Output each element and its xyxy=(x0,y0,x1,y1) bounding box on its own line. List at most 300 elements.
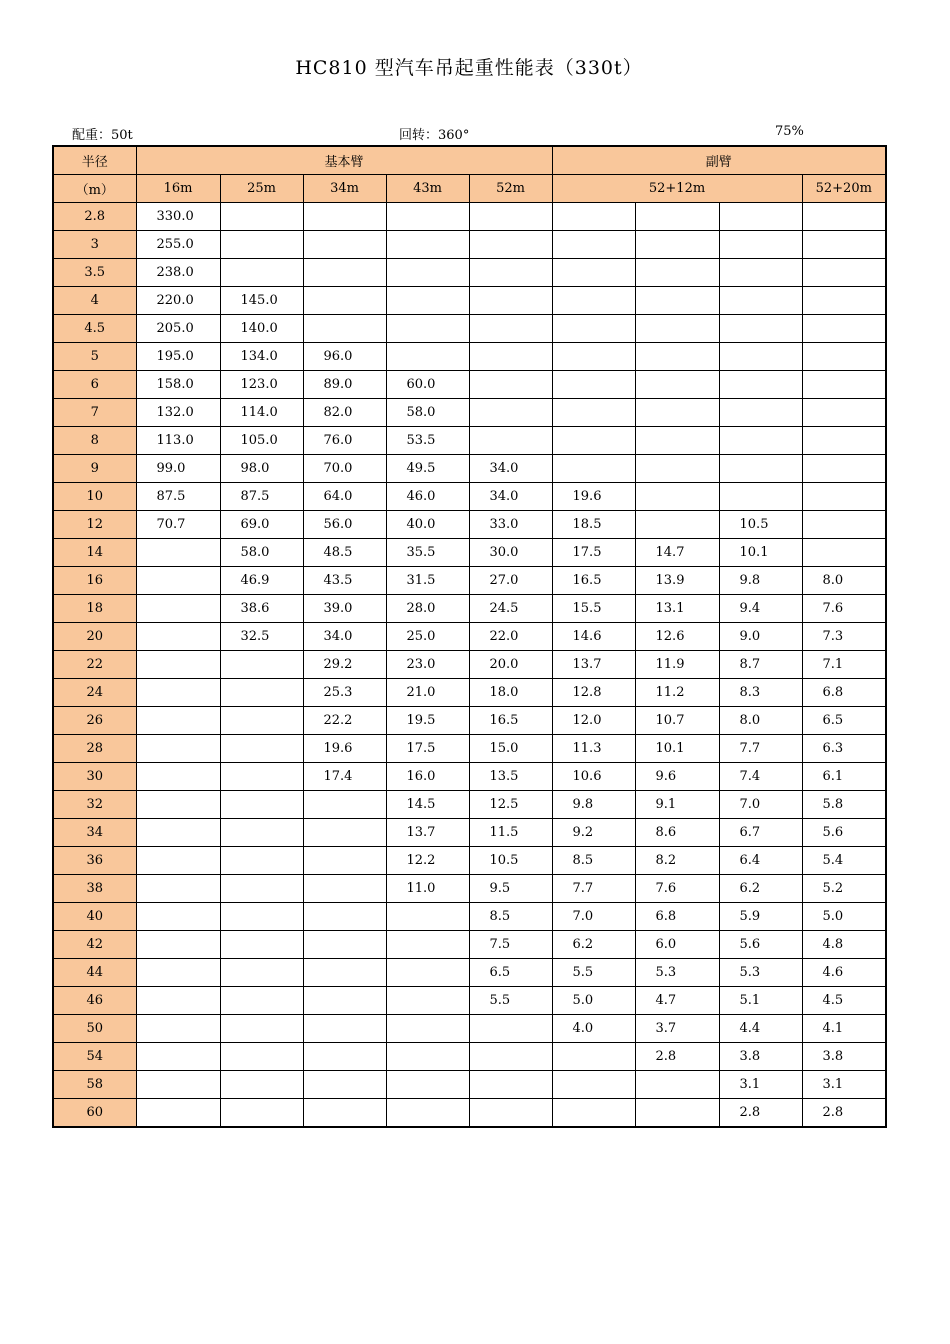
capacity-cell: 24.5 xyxy=(469,595,552,623)
capacity-cell: 7.0 xyxy=(552,903,635,931)
table-row xyxy=(53,707,886,735)
capacity-cell: 5.2 xyxy=(802,875,886,903)
capacity-cell xyxy=(386,259,469,287)
capacity-cell xyxy=(719,203,802,231)
capacity-cell: 6.1 xyxy=(802,763,886,791)
capacity-cell xyxy=(303,231,386,259)
capacity-cell xyxy=(136,1043,220,1071)
capacity-cell: 4.8 xyxy=(802,931,886,959)
capacity-cell xyxy=(469,259,552,287)
capacity-cell: 98.0 xyxy=(220,455,303,483)
capacity-cell: 12.2 xyxy=(386,847,469,875)
table-row xyxy=(53,483,886,511)
capacity-cell xyxy=(136,987,220,1015)
capacity-cell xyxy=(469,399,552,427)
capacity-cell: 4.6 xyxy=(802,959,886,987)
capacity-cell: 87.5 xyxy=(136,483,220,511)
capacity-cell xyxy=(802,427,886,455)
capacity-cell xyxy=(220,875,303,903)
radius-cell: 24 xyxy=(53,679,136,707)
radius-cell: 40 xyxy=(53,903,136,931)
capacity-cell: 20.0 xyxy=(469,651,552,679)
capacity-cell: 32.5 xyxy=(220,623,303,651)
capacity-cell: 64.0 xyxy=(303,483,386,511)
capacity-cell: 40.0 xyxy=(386,511,469,539)
table-row xyxy=(53,231,886,259)
capacity-cell xyxy=(386,343,469,371)
capacity-cell: 5.9 xyxy=(719,903,802,931)
capacity-cell: 48.5 xyxy=(303,539,386,567)
capacity-cell: 17.5 xyxy=(552,539,635,567)
capacity-cell xyxy=(220,1015,303,1043)
table-row xyxy=(53,315,886,343)
capacity-cell xyxy=(802,371,886,399)
capacity-cell xyxy=(136,623,220,651)
capacity-cell xyxy=(635,455,719,483)
table-row xyxy=(53,371,886,399)
capacity-cell: 10.1 xyxy=(719,539,802,567)
radius-cell: 46 xyxy=(53,987,136,1015)
radius-cell: 26 xyxy=(53,707,136,735)
capacity-cell xyxy=(303,791,386,819)
capacity-cell: 114.0 xyxy=(220,399,303,427)
capacity-cell xyxy=(635,399,719,427)
main-boom-header: 基本臂 xyxy=(136,146,552,175)
radius-cell: 12 xyxy=(53,511,136,539)
radius-header: 半径 xyxy=(53,146,136,175)
radius-cell: 22 xyxy=(53,651,136,679)
capacity-cell xyxy=(220,231,303,259)
capacity-cell: 4.7 xyxy=(635,987,719,1015)
capacity-cell: 69.0 xyxy=(220,511,303,539)
capacity-cell: 13.7 xyxy=(386,819,469,847)
capacity-cell xyxy=(386,931,469,959)
capacity-cell: 3.1 xyxy=(802,1071,886,1099)
capacity-cell: 34.0 xyxy=(303,623,386,651)
table-row xyxy=(53,903,886,931)
capacity-cell xyxy=(802,483,886,511)
capacity-cell xyxy=(469,1015,552,1043)
capacity-cell xyxy=(136,707,220,735)
capacity-cell: 34.0 xyxy=(469,483,552,511)
radius-cell: 32 xyxy=(53,791,136,819)
capacity-cell: 10.7 xyxy=(635,707,719,735)
capacity-cell xyxy=(220,847,303,875)
capacity-cell xyxy=(386,287,469,315)
capacity-cell: 123.0 xyxy=(220,371,303,399)
capacity-cell: 220.0 xyxy=(136,287,220,315)
radius-cell: 4.5 xyxy=(53,315,136,343)
capacity-cell: 3.8 xyxy=(802,1043,886,1071)
capacity-cell: 8.2 xyxy=(635,847,719,875)
capacity-cell xyxy=(802,455,886,483)
capacity-cell: 19.6 xyxy=(552,483,635,511)
radius-cell: 58 xyxy=(53,1071,136,1099)
capacity-cell: 6.8 xyxy=(635,903,719,931)
capacity-cell: 6.0 xyxy=(635,931,719,959)
capacity-cell: 23.0 xyxy=(386,651,469,679)
capacity-cell: 8.3 xyxy=(719,679,802,707)
capacity-cell: 7.7 xyxy=(552,875,635,903)
capacity-cell: 12.8 xyxy=(552,679,635,707)
capacity-cell: 18.0 xyxy=(469,679,552,707)
capacity-cell xyxy=(552,1071,635,1099)
capacity-cell: 12.5 xyxy=(469,791,552,819)
radius-cell: 8 xyxy=(53,427,136,455)
capacity-cell xyxy=(303,259,386,287)
capacity-cell: 11.3 xyxy=(552,735,635,763)
capacity-cell: 28.0 xyxy=(386,595,469,623)
capacity-cell: 43.5 xyxy=(303,567,386,595)
table-row xyxy=(53,959,886,987)
capacity-cell: 145.0 xyxy=(220,287,303,315)
capacity-cell: 6.5 xyxy=(802,707,886,735)
table-row xyxy=(53,763,886,791)
capacity-cell: 17.4 xyxy=(303,763,386,791)
capacity-cell xyxy=(386,1071,469,1099)
capacity-cell: 19.6 xyxy=(303,735,386,763)
capacity-cell: 46.0 xyxy=(386,483,469,511)
capacity-cell xyxy=(469,287,552,315)
table-row xyxy=(53,791,886,819)
radius-cell: 14 xyxy=(53,539,136,567)
capacity-cell xyxy=(635,483,719,511)
capacity-cell: 5.4 xyxy=(802,847,886,875)
capacity-cell: 11.2 xyxy=(635,679,719,707)
capacity-cell: 5.6 xyxy=(719,931,802,959)
capacity-cell xyxy=(802,287,886,315)
capacity-cell: 58.0 xyxy=(386,399,469,427)
capacity-cell xyxy=(136,959,220,987)
capacity-cell xyxy=(802,315,886,343)
col-header-43m: 43m xyxy=(386,175,469,203)
table-row xyxy=(53,847,886,875)
slew-label: 回转：360° xyxy=(399,128,470,143)
capacity-cell: 3.8 xyxy=(719,1043,802,1071)
table-row xyxy=(53,203,886,231)
capacity-cell: 205.0 xyxy=(136,315,220,343)
capacity-cell: 29.2 xyxy=(303,651,386,679)
table-row xyxy=(53,1099,886,1128)
capacity-cell xyxy=(552,287,635,315)
table-row xyxy=(53,819,886,847)
capacity-cell: 12.0 xyxy=(552,707,635,735)
capacity-cell xyxy=(136,595,220,623)
capacity-cell xyxy=(635,203,719,231)
radius-cell: 10 xyxy=(53,483,136,511)
radius-cell: 60 xyxy=(53,1099,136,1128)
capacity-cell xyxy=(552,203,635,231)
capacity-cell xyxy=(469,203,552,231)
capacity-cell: 8.5 xyxy=(552,847,635,875)
capacity-cell: 9.4 xyxy=(719,595,802,623)
page-title: HC810 型汽车吊起重性能表（330t） xyxy=(295,57,643,79)
radius-cell: 5 xyxy=(53,343,136,371)
capacity-cell: 99.0 xyxy=(136,455,220,483)
capacity-cell: 195.0 xyxy=(136,343,220,371)
capacity-cell xyxy=(220,707,303,735)
capacity-cell xyxy=(469,1071,552,1099)
table-row xyxy=(53,343,886,371)
capacity-cell xyxy=(220,819,303,847)
capacity-cell: 14.7 xyxy=(635,539,719,567)
capacity-cell xyxy=(719,455,802,483)
capacity-cell xyxy=(552,1099,635,1128)
capacity-cell: 21.0 xyxy=(386,679,469,707)
capacity-cell: 10.5 xyxy=(719,511,802,539)
capacity-cell xyxy=(136,931,220,959)
capacity-cell xyxy=(552,399,635,427)
capacity-cell xyxy=(136,875,220,903)
capacity-cell: 11.9 xyxy=(635,651,719,679)
capacity-cell xyxy=(386,903,469,931)
capacity-cell: 105.0 xyxy=(220,427,303,455)
capacity-cell: 53.5 xyxy=(386,427,469,455)
capacity-cell: 82.0 xyxy=(303,399,386,427)
capacity-cell: 31.5 xyxy=(386,567,469,595)
radius-cell: 3 xyxy=(53,231,136,259)
capacity-cell xyxy=(552,259,635,287)
capacity-cell xyxy=(136,1071,220,1099)
capacity-cell xyxy=(303,1071,386,1099)
capacity-cell xyxy=(220,959,303,987)
percent-label: 75% xyxy=(775,124,804,139)
capacity-cell: 46.9 xyxy=(220,567,303,595)
capacity-cell: 13.1 xyxy=(635,595,719,623)
table-row xyxy=(53,735,886,763)
capacity-cell: 4.5 xyxy=(802,987,886,1015)
capacity-cell xyxy=(635,231,719,259)
capacity-cell: 7.3 xyxy=(802,623,886,651)
capacity-cell: 6.2 xyxy=(552,931,635,959)
capacity-cell: 22.0 xyxy=(469,623,552,651)
table-row xyxy=(53,931,886,959)
capacity-cell: 6.3 xyxy=(802,735,886,763)
table-row xyxy=(53,455,886,483)
capacity-cell: 9.2 xyxy=(552,819,635,847)
radius-cell: 28 xyxy=(53,735,136,763)
capacity-cell: 34.0 xyxy=(469,455,552,483)
capacity-cell: 6.2 xyxy=(719,875,802,903)
capacity-cell: 113.0 xyxy=(136,427,220,455)
capacity-cell: 18.5 xyxy=(552,511,635,539)
capacity-cell xyxy=(386,1099,469,1128)
capacity-cell: 10.1 xyxy=(635,735,719,763)
capacity-cell xyxy=(635,1099,719,1128)
capacity-cell xyxy=(303,847,386,875)
capacity-cell xyxy=(136,791,220,819)
radius-cell: 18 xyxy=(53,595,136,623)
capacity-cell xyxy=(635,1071,719,1099)
capacity-cell: 238.0 xyxy=(136,259,220,287)
capacity-cell: 7.6 xyxy=(635,875,719,903)
radius-cell: 20 xyxy=(53,623,136,651)
capacity-cell xyxy=(136,847,220,875)
capacity-cell xyxy=(552,343,635,371)
capacity-cell xyxy=(635,427,719,455)
capacity-cell: 6.7 xyxy=(719,819,802,847)
capacity-cell: 5.3 xyxy=(635,959,719,987)
capacity-cell xyxy=(136,651,220,679)
capacity-cell: 7.5 xyxy=(469,931,552,959)
capacity-cell: 5.8 xyxy=(802,791,886,819)
capacity-cell xyxy=(220,1099,303,1128)
capacity-cell xyxy=(136,679,220,707)
capacity-cell xyxy=(303,903,386,931)
capacity-cell: 3.7 xyxy=(635,1015,719,1043)
capacity-cell: 11.5 xyxy=(469,819,552,847)
capacity-cell xyxy=(719,259,802,287)
capacity-cell xyxy=(220,1071,303,1099)
capacity-cell: 70.0 xyxy=(303,455,386,483)
capacity-cell: 56.0 xyxy=(303,511,386,539)
table-row xyxy=(53,1043,886,1071)
capacity-cell xyxy=(220,651,303,679)
capacity-cell xyxy=(220,931,303,959)
capacity-cell: 30.0 xyxy=(469,539,552,567)
capacity-cell: 5.6 xyxy=(802,819,886,847)
table-row xyxy=(53,679,886,707)
capacity-cell: 4.4 xyxy=(719,1015,802,1043)
table-row xyxy=(53,1071,886,1099)
capacity-cell: 9.6 xyxy=(635,763,719,791)
capacity-cell: 4.1 xyxy=(802,1015,886,1043)
capacity-cell: 19.5 xyxy=(386,707,469,735)
capacity-cell xyxy=(136,903,220,931)
capacity-cell xyxy=(303,987,386,1015)
capacity-cell xyxy=(802,231,886,259)
radius-cell: 7 xyxy=(53,399,136,427)
capacity-cell xyxy=(303,1099,386,1128)
capacity-cell: 13.7 xyxy=(552,651,635,679)
capacity-cell: 33.0 xyxy=(469,511,552,539)
radius-cell: 44 xyxy=(53,959,136,987)
capacity-cell xyxy=(136,763,220,791)
capacity-cell: 7.4 xyxy=(719,763,802,791)
capacity-cell: 58.0 xyxy=(220,539,303,567)
capacity-cell: 16.0 xyxy=(386,763,469,791)
capacity-cell: 5.0 xyxy=(802,903,886,931)
capacity-cell xyxy=(802,511,886,539)
capacity-cell xyxy=(386,231,469,259)
capacity-cell: 15.0 xyxy=(469,735,552,763)
col-header-16m: 16m xyxy=(136,175,220,203)
capacity-cell: 8.7 xyxy=(719,651,802,679)
capacity-cell: 7.1 xyxy=(802,651,886,679)
capacity-cell xyxy=(386,203,469,231)
capacity-cell: 5.5 xyxy=(469,987,552,1015)
capacity-cell: 8.0 xyxy=(719,707,802,735)
capacity-cell: 7.0 xyxy=(719,791,802,819)
table-row xyxy=(53,1015,886,1043)
capacity-cell: 5.5 xyxy=(552,959,635,987)
capacity-cell xyxy=(469,231,552,259)
table-row xyxy=(53,987,886,1015)
table-row xyxy=(53,651,886,679)
capacity-cell: 27.0 xyxy=(469,567,552,595)
capacity-cell xyxy=(220,679,303,707)
capacity-cell: 16.5 xyxy=(469,707,552,735)
capacity-cell: 15.5 xyxy=(552,595,635,623)
capacity-cell xyxy=(552,371,635,399)
capacity-cell: 22.2 xyxy=(303,707,386,735)
load-chart-table xyxy=(52,145,887,1128)
radius-cell: 50 xyxy=(53,1015,136,1043)
capacity-cell xyxy=(469,371,552,399)
table-row xyxy=(53,567,886,595)
table-row xyxy=(53,259,886,287)
capacity-cell xyxy=(719,231,802,259)
capacity-cell: 5.1 xyxy=(719,987,802,1015)
capacity-cell: 255.0 xyxy=(136,231,220,259)
capacity-cell xyxy=(303,819,386,847)
capacity-cell xyxy=(220,259,303,287)
capacity-cell: 8.5 xyxy=(469,903,552,931)
capacity-cell xyxy=(303,315,386,343)
capacity-cell: 11.0 xyxy=(386,875,469,903)
capacity-cell xyxy=(635,371,719,399)
capacity-cell xyxy=(386,987,469,1015)
capacity-cell xyxy=(635,511,719,539)
capacity-cell: 13.5 xyxy=(469,763,552,791)
capacity-cell xyxy=(635,315,719,343)
capacity-cell: 3.1 xyxy=(719,1071,802,1099)
table-row xyxy=(53,539,886,567)
capacity-cell: 25.0 xyxy=(386,623,469,651)
capacity-cell xyxy=(303,1043,386,1071)
capacity-cell xyxy=(220,903,303,931)
capacity-cell: 76.0 xyxy=(303,427,386,455)
radius-unit-header: （m） xyxy=(53,175,136,203)
col-header-52-20m: 52+20m xyxy=(802,175,886,203)
capacity-cell: 9.8 xyxy=(719,567,802,595)
capacity-cell: 8.0 xyxy=(802,567,886,595)
capacity-cell xyxy=(469,315,552,343)
capacity-cell xyxy=(802,343,886,371)
capacity-cell: 39.0 xyxy=(303,595,386,623)
radius-cell: 34 xyxy=(53,819,136,847)
capacity-cell xyxy=(220,1043,303,1071)
capacity-cell xyxy=(303,959,386,987)
capacity-cell xyxy=(802,539,886,567)
radius-cell: 38 xyxy=(53,875,136,903)
capacity-cell: 5.3 xyxy=(719,959,802,987)
capacity-cell xyxy=(719,483,802,511)
capacity-cell: 14.6 xyxy=(552,623,635,651)
capacity-cell xyxy=(303,931,386,959)
capacity-cell: 9.1 xyxy=(635,791,719,819)
capacity-cell: 140.0 xyxy=(220,315,303,343)
capacity-cell: 70.7 xyxy=(136,511,220,539)
capacity-cell xyxy=(136,539,220,567)
capacity-cell: 132.0 xyxy=(136,399,220,427)
capacity-cell: 87.5 xyxy=(220,483,303,511)
capacity-cell: 13.9 xyxy=(635,567,719,595)
col-header-25m: 25m xyxy=(220,175,303,203)
capacity-cell: 4.0 xyxy=(552,1015,635,1043)
capacity-cell xyxy=(719,343,802,371)
table-row xyxy=(53,595,886,623)
capacity-cell xyxy=(220,203,303,231)
capacity-cell xyxy=(719,371,802,399)
capacity-cell: 38.6 xyxy=(220,595,303,623)
capacity-cell xyxy=(386,1043,469,1071)
capacity-cell xyxy=(136,1099,220,1128)
capacity-cell: 7.6 xyxy=(802,595,886,623)
capacity-cell: 6.8 xyxy=(802,679,886,707)
capacity-cell: 6.4 xyxy=(719,847,802,875)
capacity-cell: 89.0 xyxy=(303,371,386,399)
